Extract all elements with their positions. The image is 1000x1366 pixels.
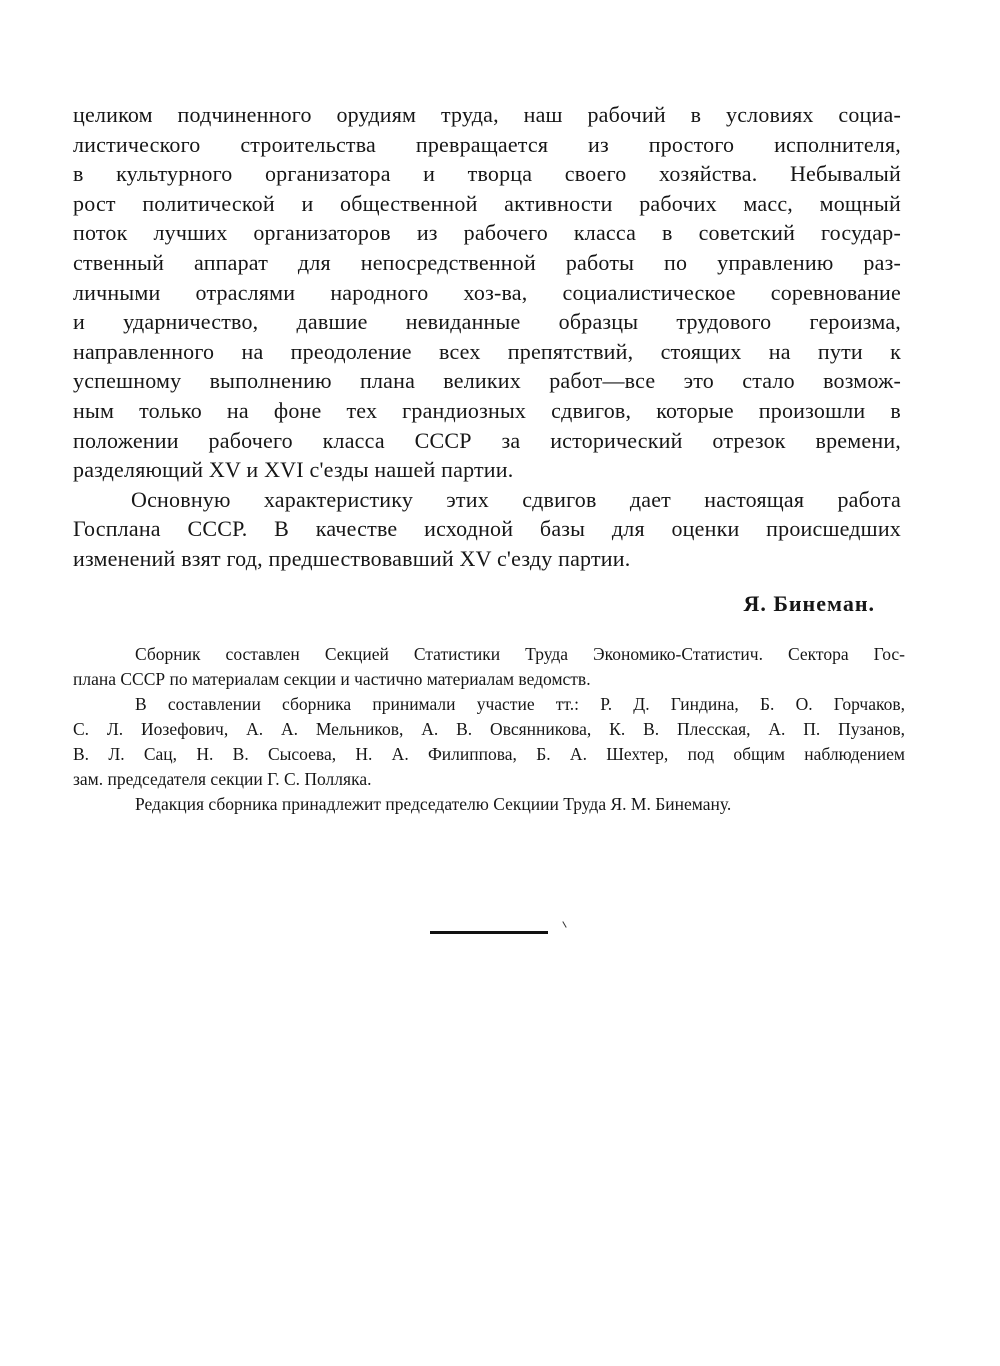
paragraph-2: [73, 485, 901, 574]
credits-line: Редакция сборника принадлежит председателю Секциии Труда Я. М. Бинеману.: [135, 794, 732, 814]
credits-note: [73, 642, 905, 817]
text-line: успешному выполнению плана великих работ—все это стало возмож-: [73, 368, 901, 394]
text-line: Госплана СССР. В качестве исходной базы для оценки происшедших: [73, 516, 901, 542]
text-line: разделяющий XV и XVI с'езды нашей партии.: [73, 457, 514, 483]
text-line: Основную характеристику этих сдвигов дает настоящая работа: [131, 486, 901, 512]
credits-line: плана СССР по материалам секции и частично материалам ведомств.: [73, 669, 591, 689]
credits-line: С. Л. Иозефович, А. А. Мельников, А. В. Овсянникова, К. В. Плесская, А. П. Пузанов,: [73, 719, 905, 739]
main-text: [73, 100, 901, 574]
paragraph-1: [73, 100, 901, 485]
text-line: и ударничество, давшие невиданные образцы трудового героизма,: [73, 309, 901, 335]
credits-line: Сборник составлен Секцией Статистики Труда Экономико-Статистич. Сектора Гос-: [135, 644, 905, 664]
text-line: в культурного организатора и творца своего хозяйства. Небывалый: [73, 161, 901, 187]
text-line: личными отраслями народного хоз-ва, социалистическое соревнование: [73, 279, 901, 305]
end-rule-divider: [430, 931, 548, 934]
text-line: рост политической и общественной активности рабочих масс, мощный: [73, 190, 901, 216]
text-line: листического строительства превращается из простого исполнителя,: [73, 131, 901, 157]
text-line: положении рабочего класса СССР за исторический отрезок времени,: [73, 427, 901, 453]
credits-line: В. Л. Сац, Н. В. Сысоева, Н. А. Филиппова, Б. А. Шехтер, под общим наблюдением: [73, 744, 905, 764]
text-line: целиком подчиненного орудиям труда, наш рабочий в условиях социа-: [73, 102, 901, 127]
text-line: изменений взят год, предшествовавший XV с'езду партии.: [73, 545, 631, 571]
credits-line: В составлении сборника принимали участие тт.: Р. Д. Гиндина, Б. О. Горчаков,: [135, 694, 905, 714]
text-line: ственный аппарат для непосредственной работы по управлению раз-: [73, 249, 901, 275]
text-line: направленного на преодоление всех препятствий, стоящих на пути к: [73, 338, 901, 364]
credits-line: зам. председателя секции Г. С. Полляка.: [73, 769, 372, 789]
text-line: ным только на фоне тех грандиозных сдвигов, которые произошли в: [73, 397, 901, 423]
text-line: поток лучших организаторов из рабочего класса в советский государ-: [73, 220, 901, 246]
author-signature: Я. Бинеман.: [743, 591, 875, 616]
scan-speck: [562, 921, 566, 928]
